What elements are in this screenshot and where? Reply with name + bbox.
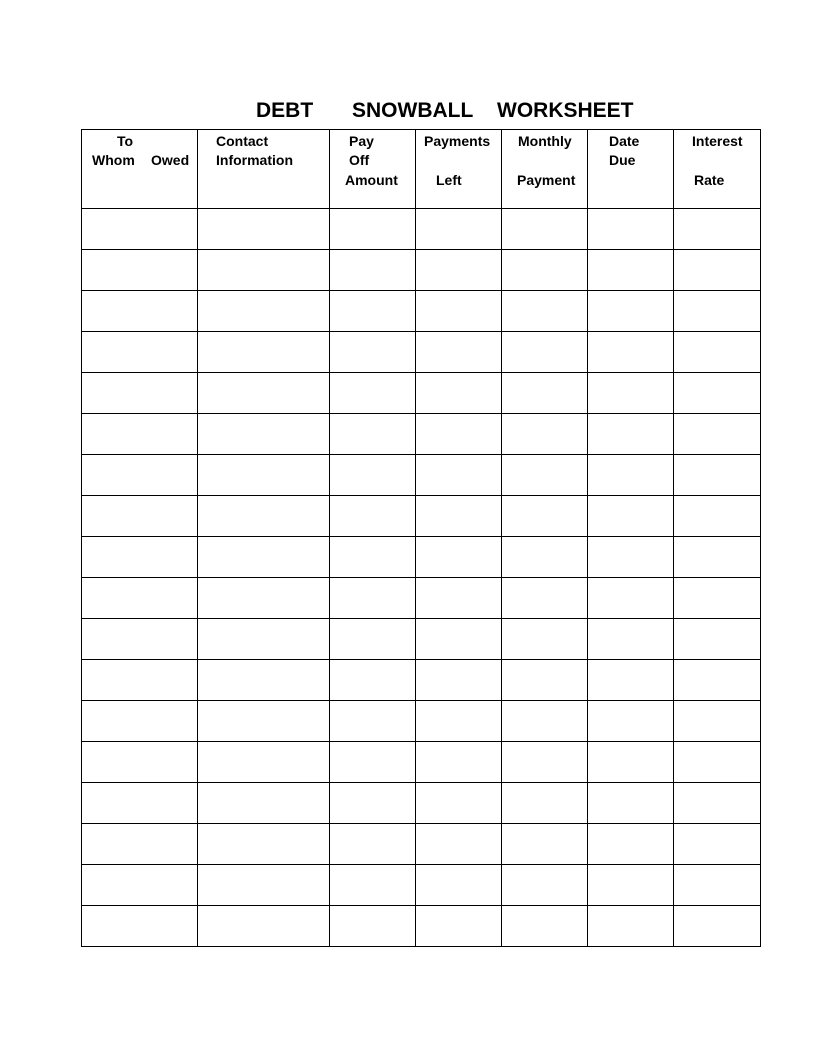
cell-contact-information[interactable] [198,701,330,742]
cell-pay-off-amount[interactable] [330,209,416,250]
title-word-snowball: SNOWBALL [352,99,474,122]
cell-interest-rate[interactable] [674,619,761,660]
cell-date-due[interactable] [588,824,674,865]
cell-to-whom-owed[interactable] [82,824,198,865]
cell-monthly-payment[interactable] [502,783,588,824]
cell-interest-rate[interactable] [674,865,761,906]
cell-date-due[interactable] [588,332,674,373]
cell-interest-rate[interactable] [674,537,761,578]
cell-pay-off-amount[interactable] [330,783,416,824]
cell-date-due[interactable] [588,537,674,578]
cell-monthly-payment[interactable] [502,906,588,947]
cell-to-whom-owed[interactable] [82,783,198,824]
header-text: Contact [216,133,269,149]
table-row [82,865,761,906]
header-text: Due [609,152,636,168]
cell-payments-left[interactable] [416,250,502,291]
cell-payments-left[interactable] [416,578,502,619]
table-row [82,209,761,250]
cell-interest-rate[interactable] [674,496,761,537]
header-interest-rate [674,130,761,209]
cell-monthly-payment[interactable] [502,824,588,865]
cell-date-due[interactable] [588,578,674,619]
cell-contact-information[interactable] [198,250,330,291]
cell-to-whom-owed[interactable] [82,619,198,660]
cell-to-whom-owed[interactable] [82,414,198,455]
cell-monthly-payment[interactable] [502,619,588,660]
cell-pay-off-amount[interactable] [330,373,416,414]
header-pay-off-amount [330,130,416,209]
table-row [82,906,761,947]
cell-payments-left[interactable] [416,619,502,660]
cell-interest-rate[interactable] [674,578,761,619]
header-text: Rate [694,172,725,188]
cell-monthly-payment[interactable] [502,332,588,373]
table-row [82,373,761,414]
cell-monthly-payment[interactable] [502,414,588,455]
header-text: Date [609,133,640,149]
cell-contact-information[interactable] [198,373,330,414]
cell-monthly-payment[interactable] [502,373,588,414]
header-date-due [588,130,674,209]
cell-payments-left[interactable] [416,701,502,742]
cell-date-due[interactable] [588,660,674,701]
cell-monthly-payment[interactable] [502,455,588,496]
table-row [82,537,761,578]
header-payments-left [416,130,502,209]
cell-interest-rate[interactable] [674,291,761,332]
cell-interest-rate[interactable] [674,660,761,701]
table-row [82,250,761,291]
cell-payments-left[interactable] [416,906,502,947]
header-text: To [117,133,134,149]
cell-monthly-payment[interactable] [502,701,588,742]
table-row [82,742,761,783]
cell-payments-left[interactable] [416,209,502,250]
cell-to-whom-owed[interactable] [82,373,198,414]
cell-to-whom-owed[interactable] [82,537,198,578]
table-row [82,824,761,865]
cell-contact-information[interactable] [198,332,330,373]
cell-contact-information[interactable] [198,496,330,537]
header-contact-information [198,130,330,209]
cell-monthly-payment[interactable] [502,660,588,701]
cell-pay-off-amount[interactable] [330,250,416,291]
table-row [82,455,761,496]
cell-date-due[interactable] [588,619,674,660]
header-text: Monthly [518,133,572,149]
cell-to-whom-owed[interactable] [82,209,198,250]
cell-pay-off-amount[interactable] [330,906,416,947]
cell-monthly-payment[interactable] [502,209,588,250]
cell-to-whom-owed[interactable] [82,578,198,619]
cell-date-due[interactable] [588,783,674,824]
cell-to-whom-owed[interactable] [82,701,198,742]
cell-payments-left[interactable] [416,291,502,332]
cell-monthly-payment[interactable] [502,250,588,291]
header-text: Owed [151,152,190,168]
cell-payments-left[interactable] [416,414,502,455]
header-text: Off [349,152,370,168]
cell-date-due[interactable] [588,250,674,291]
cell-payments-left[interactable] [416,742,502,783]
cell-date-due[interactable] [588,209,674,250]
cell-payments-left[interactable] [416,660,502,701]
header-to-whom-owed [82,130,198,209]
cell-to-whom-owed[interactable] [82,332,198,373]
cell-payments-left[interactable] [416,824,502,865]
cell-pay-off-amount[interactable] [330,414,416,455]
cell-monthly-payment[interactable] [502,742,588,783]
cell-contact-information[interactable] [198,660,330,701]
cell-interest-rate[interactable] [674,824,761,865]
cell-monthly-payment[interactable] [502,291,588,332]
cell-payments-left[interactable] [416,865,502,906]
cell-contact-information[interactable] [198,619,330,660]
cell-interest-rate[interactable] [674,906,761,947]
cell-date-due[interactable] [588,496,674,537]
cell-pay-off-amount[interactable] [330,578,416,619]
cell-interest-rate[interactable] [674,455,761,496]
header-text: Whom [92,152,135,168]
cell-contact-information[interactable] [198,209,330,250]
cell-contact-information[interactable] [198,578,330,619]
cell-pay-off-amount[interactable] [330,455,416,496]
header-monthly-payment [502,130,588,209]
cell-interest-rate[interactable] [674,783,761,824]
worksheet-title [0,99,816,125]
cell-monthly-payment[interactable] [502,865,588,906]
header-text: Payments [424,133,491,149]
table-row [82,496,761,537]
header-row [82,130,761,209]
cell-contact-information[interactable] [198,906,330,947]
table-row [82,332,761,373]
header-text: Pay [349,133,374,149]
cell-monthly-payment[interactable] [502,496,588,537]
cell-pay-off-amount[interactable] [330,824,416,865]
header-text: Payment [517,172,576,188]
cell-contact-information[interactable] [198,824,330,865]
cell-contact-information[interactable] [198,742,330,783]
cell-payments-left[interactable] [416,496,502,537]
cell-contact-information[interactable] [198,783,330,824]
cell-pay-off-amount[interactable] [330,291,416,332]
cell-payments-left[interactable] [416,537,502,578]
cell-interest-rate[interactable] [674,332,761,373]
title-word-debt: DEBT [256,99,314,122]
cell-to-whom-owed[interactable] [82,291,198,332]
cell-pay-off-amount[interactable] [330,537,416,578]
cell-monthly-payment[interactable] [502,578,588,619]
cell-to-whom-owed[interactable] [82,906,198,947]
cell-date-due[interactable] [588,414,674,455]
cell-interest-rate[interactable] [674,209,761,250]
table-row [82,291,761,332]
cell-date-due[interactable] [588,291,674,332]
cell-to-whom-owed[interactable] [82,660,198,701]
cell-pay-off-amount[interactable] [330,619,416,660]
cell-to-whom-owed[interactable] [82,865,198,906]
cell-payments-left[interactable] [416,783,502,824]
cell-pay-off-amount[interactable] [330,660,416,701]
cell-pay-off-amount[interactable] [330,496,416,537]
table-row [82,578,761,619]
table-row [82,619,761,660]
cell-pay-off-amount[interactable] [330,332,416,373]
table-row [82,414,761,455]
title-word-worksheet: WORKSHEET [497,99,634,122]
cell-date-due[interactable] [588,701,674,742]
cell-pay-off-amount[interactable] [330,865,416,906]
cell-interest-rate[interactable] [674,414,761,455]
table-row [82,783,761,824]
cell-payments-left[interactable] [416,455,502,496]
header-text: Interest [692,133,743,149]
header-text: Information [216,152,293,168]
cell-pay-off-amount[interactable] [330,742,416,783]
cell-payments-left[interactable] [416,373,502,414]
cell-interest-rate[interactable] [674,701,761,742]
cell-interest-rate[interactable] [674,373,761,414]
cell-to-whom-owed[interactable] [82,742,198,783]
cell-date-due[interactable] [588,373,674,414]
cell-contact-information[interactable] [198,414,330,455]
cell-contact-information[interactable] [198,291,330,332]
table-row [82,701,761,742]
cell-to-whom-owed[interactable] [82,496,198,537]
header-text: Left [436,172,462,188]
cell-date-due[interactable] [588,742,674,783]
cell-date-due[interactable] [588,455,674,496]
cell-to-whom-owed[interactable] [82,455,198,496]
cell-monthly-payment[interactable] [502,537,588,578]
cell-contact-information[interactable] [198,865,330,906]
cell-date-due[interactable] [588,906,674,947]
cell-pay-off-amount[interactable] [330,701,416,742]
cell-contact-information[interactable] [198,455,330,496]
table-row [82,660,761,701]
cell-contact-information[interactable] [198,537,330,578]
header-text: Amount [345,172,398,188]
cell-payments-left[interactable] [416,332,502,373]
cell-to-whom-owed[interactable] [82,250,198,291]
cell-interest-rate[interactable] [674,250,761,291]
debt-table [81,129,761,947]
cell-date-due[interactable] [588,865,674,906]
cell-interest-rate[interactable] [674,742,761,783]
